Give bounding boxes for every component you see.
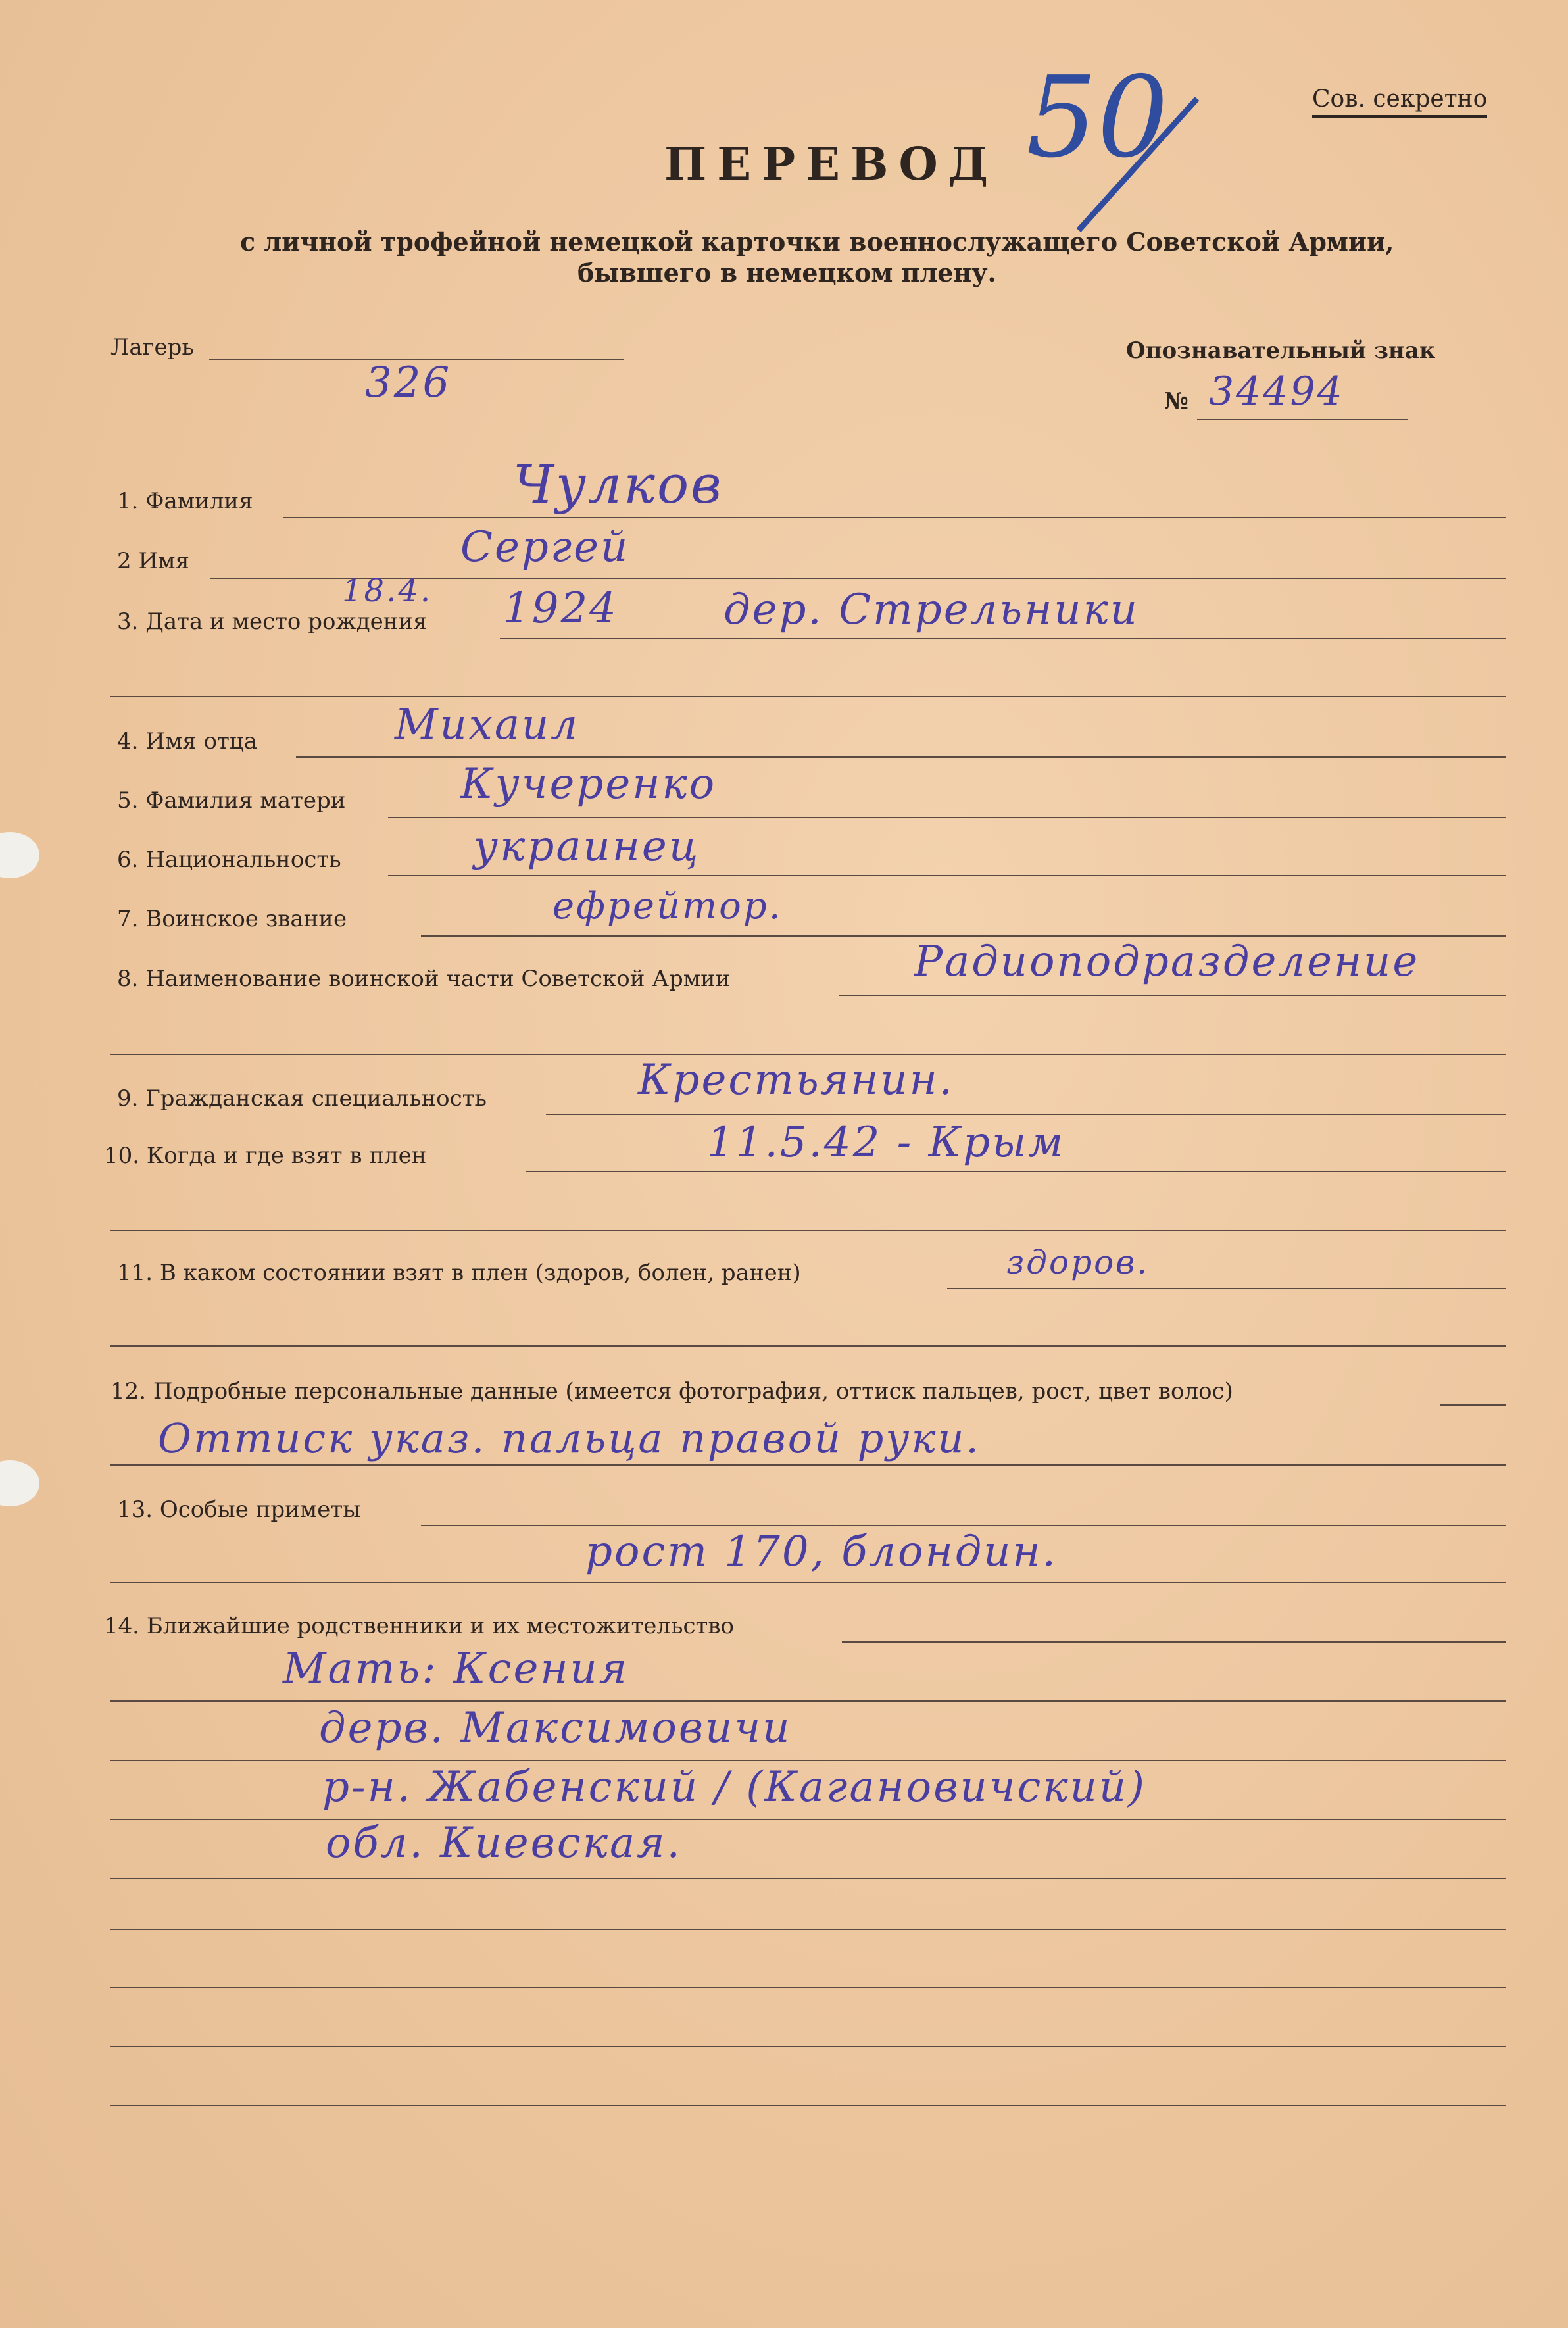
relatives-line-2: дерв. Максимовичи: [319, 1704, 792, 1752]
relatives-rule-4: [110, 1878, 1506, 1879]
handwritten-file-number: 50: [1026, 53, 1169, 183]
subtitle-line-2: бывшего в немецком плену.: [577, 258, 996, 287]
field-10-label: 10. Когда и где взят в плен: [104, 1143, 427, 1169]
field-10-line: [526, 1171, 1506, 1172]
field-9-line: [546, 1114, 1506, 1115]
field-8-line: [839, 995, 1506, 996]
field-13-line: [421, 1525, 1506, 1526]
field-11-label: 11. В каком состоянии взят в плен (здоров, болен, ранен): [117, 1260, 801, 1286]
field-3-label: 3. Дата и место рождения: [117, 608, 428, 635]
field-5-label: 5. Фамилия матери: [117, 787, 346, 814]
relatives-rule-3: [110, 1819, 1506, 1820]
field-8-value: Радиоподразделение: [914, 937, 1420, 986]
document-title: ПЕРЕВОД: [664, 138, 999, 191]
field-13-value: рост 170, блондин.: [585, 1527, 1058, 1576]
field-10-line-2: [110, 1230, 1506, 1231]
id-tag-label: Опознавательный знак: [1126, 337, 1436, 364]
field-4-value: Михаил: [395, 701, 579, 749]
field-5-line: [388, 817, 1506, 818]
relatives-rule-2: [110, 1760, 1506, 1761]
relatives-line-3: р-н. Жабенский / (Кагановичский): [322, 1763, 1146, 1812]
relatives-rule-7: [110, 2046, 1506, 2047]
camp-value: 326: [365, 359, 452, 407]
field-8-label: 8. Наименование воинской части Советской Армии: [117, 966, 731, 992]
field-8-line-2: [110, 1054, 1506, 1055]
field-1-label: 1. Фамилия: [117, 488, 253, 514]
field-10-value: 11.5.42 - Крым: [707, 1118, 1066, 1167]
field-12-line-2: [110, 1464, 1506, 1466]
field-2-label: 2 Имя: [117, 548, 189, 574]
id-number-label: №: [1164, 388, 1188, 414]
field-3-date-year: 1924: [503, 584, 618, 633]
field-6-line: [388, 875, 1506, 876]
field-12-value: Оттиск указ. пальца правой руки.: [158, 1414, 981, 1462]
field-11-line-2: [110, 1345, 1506, 1347]
field-7-label: 7. Воинское звание: [117, 906, 347, 932]
field-11-value: здоров.: [1006, 1243, 1150, 1281]
field-3-line: [500, 638, 1506, 639]
subtitle-line-1: с личной трофейной немецкой карточки военнослужащего Советской Армии,: [240, 227, 1394, 257]
field-4-line: [296, 756, 1506, 758]
field-9-value: Крестьянин.: [638, 1056, 954, 1104]
field-2-value: Сергей: [460, 523, 630, 572]
field-9-label: 9. Гражданская специальность: [117, 1085, 487, 1112]
field-7-line: [421, 935, 1506, 937]
field-12-line: [1440, 1404, 1506, 1406]
camp-label: Лагерь: [110, 334, 194, 360]
relatives-rule-8: [110, 2105, 1506, 2106]
field-3-date-upper: 18.4.: [342, 572, 433, 609]
id-underline: [1197, 419, 1408, 420]
field-7-value: ефрейтор.: [552, 885, 783, 928]
field-6-value: украинец: [474, 822, 700, 871]
field-6-label: 6. Национальность: [117, 847, 341, 873]
field-11-line: [947, 1288, 1506, 1289]
field-4-label: 4. Имя отца: [117, 728, 258, 755]
field-1-line: [283, 517, 1506, 518]
field-12-label: 12. Подробные персональные данные (имеется фотография, оттиск пальцев, рост, цвет волос): [110, 1378, 1233, 1404]
relatives-rule-6: [110, 1987, 1506, 1988]
id-number-value: 34494: [1209, 368, 1344, 414]
field-14-line: [842, 1641, 1506, 1643]
field-5-value: Кучеренко: [460, 760, 717, 808]
relatives-line-1: Мать: Ксения: [283, 1645, 629, 1693]
field-3-line-2: [110, 696, 1506, 697]
field-1-value: Чулков: [513, 454, 723, 515]
binder-hole-top: [0, 832, 39, 878]
field-14-label: 14. Ближайшие родственники и их местожительство: [104, 1613, 734, 1639]
relatives-rule-5: [110, 1929, 1506, 1930]
classification-stamp: Сов. секретно: [1312, 86, 1487, 118]
relatives-line-4: обл. Киевская.: [326, 1819, 682, 1868]
field-13-label: 13. Особые приметы: [117, 1497, 361, 1523]
relatives-rule-1: [110, 1700, 1506, 1702]
pen-stroke-mark: [1066, 86, 1210, 237]
field-3-place: дер. Стрельники: [723, 585, 1139, 634]
binder-hole-bottom: [0, 1460, 39, 1506]
field-13-line-2: [110, 1582, 1506, 1583]
